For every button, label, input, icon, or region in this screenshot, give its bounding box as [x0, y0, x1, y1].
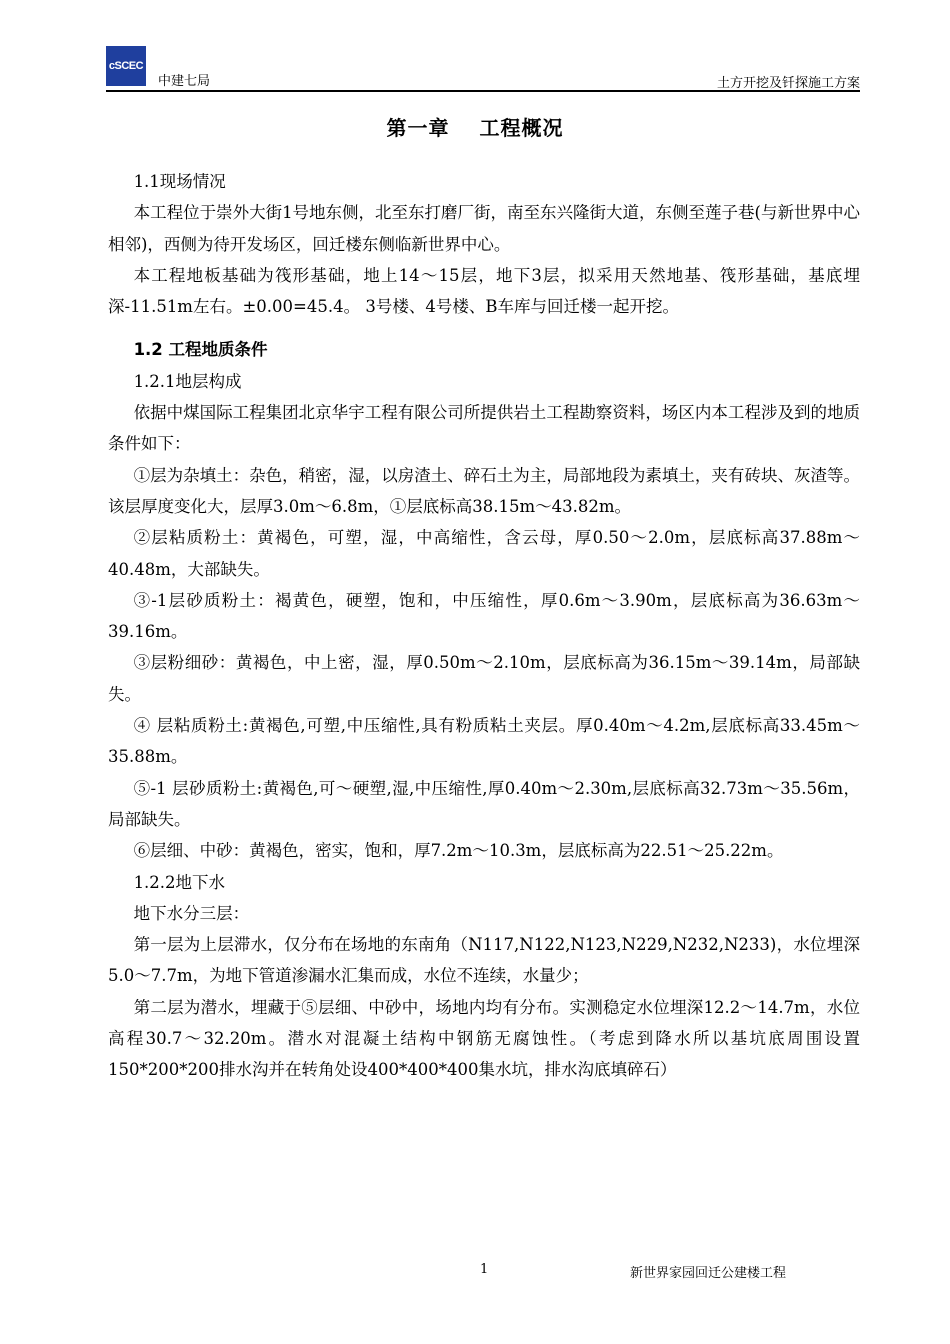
paragraph-groundwater-1: 第一层为上层滞水，仅分布在场地的东南角（N117,N122,N123,N229,N232,N233)，水位埋深5.0～7.7m，为地下管道渗漏水汇集而成，水位不连续，水量少； [108, 935, 860, 986]
paragraph-groundwater-2: 第二层为潜水，埋藏于⑤层细、中砂中，场地内均有分布。实测稳定水位埋深12.2～14.7m，水位高程30.7～32.20m。潜水对混凝土结构中钢筋无腐蚀性。（考虑到降水所以基坑底周围设置150*200*200排水沟并在转角处设400*400*400集水坑，排水沟底填碎石） [108, 997, 860, 1080]
paragraph-layer-1: ①层为杂填土：杂色，稍密，湿，以房渣土、碎石土为主，局部地段为素填土，夹有砖块、灰渣等。该层厚度变化大，层厚3.0m～6.8m，①层底标高38.15m～43.82m。 [108, 465, 860, 516]
company-logo [106, 46, 146, 86]
page-number: 1 [480, 1262, 489, 1277]
document-title: 土方开挖及钎探施工方案 [716, 76, 860, 91]
logo-text: cSCEC [108, 60, 144, 72]
project-name: 新世界家园回迁公建楼工程 [630, 1266, 787, 1281]
section-heading-1-2: 1.2 工程地质条件 [133, 340, 268, 360]
paragraph-layer-3: ③层粉细砂：黄褐色，中上密，湿，厚0.50m～2.10m，层底标高为36.15m～39.14m，局部缺失。 [108, 653, 860, 704]
paragraph-layer-2: ②层粘质粉土：黄褐色，可塑，湿，中高缩性，含云母，厚0.50～2.0m，层底标高37.88m～40.48m，大部缺失。 [108, 528, 860, 579]
paragraph-groundwater-intro: 地下水分三层： [133, 903, 250, 923]
section-heading-1-2-1: 1.2.1地层构成 [133, 371, 242, 391]
paragraph-layer-4: ④ 层粘质粉土:黄褐色,可塑,中压缩性,具有粉质粘土夹层。厚0.40m～4.2m,层底标高33.45m～35.88m。 [108, 716, 860, 767]
chapter-number: 第一章 [386, 116, 450, 140]
paragraph-foundation: 本工程地板基础为筏形基础，地上14～15层，地下3层，拟采用天然地基、筏形基础，基底埋深-11.51m左右。±0.00=45.4。 3号楼、4号楼、B车库与回迁楼一起开挖。 [108, 265, 860, 317]
header-rule [106, 90, 860, 92]
page-header [106, 46, 860, 91]
section-heading-1-1: 1.1现场情况 [133, 172, 226, 191]
paragraph-layer-6: ⑥层细、中砂：黄褐色，密实，饱和，厚7.2m～10.3m，层底标高为22.51～25.22m。 [133, 841, 784, 861]
paragraph-layer-3-1: ③-1层砂质粉土：褐黄色，硬塑，饱和，中压缩性，厚0.6m～3.90m，层底标高为36.63m～39.16m。 [108, 590, 860, 642]
chapter-title [0, 112, 950, 141]
company-name: 中建七局 [158, 74, 211, 89]
paragraph-location: 本工程位于崇外大街1号地东侧，北至东打磨厂街，南至东兴隆街大道，东侧至莲子巷(与新世界中心相邻)，西侧为待开发场区，回迁楼东侧临新世界中心。 [108, 203, 860, 254]
paragraph-survey-source: 依据中煤国际工程集团北京华宇工程有限公司所提供岩土工程勘察资料，场区内本工程涉及到的地质条件如下： [108, 403, 860, 454]
chapter-name: 工程概况 [479, 116, 564, 140]
document-body [108, 166, 860, 1086]
paragraph-layer-5-1: ⑤-1 层砂质粉土:黄褐色,可～硬塑,湿,中压缩性,厚0.40m～2.30m,层底标高32.73m～35.56m，局部缺失。 [108, 778, 860, 829]
section-heading-1-2-2: 1.2.2地下水 [133, 872, 226, 892]
